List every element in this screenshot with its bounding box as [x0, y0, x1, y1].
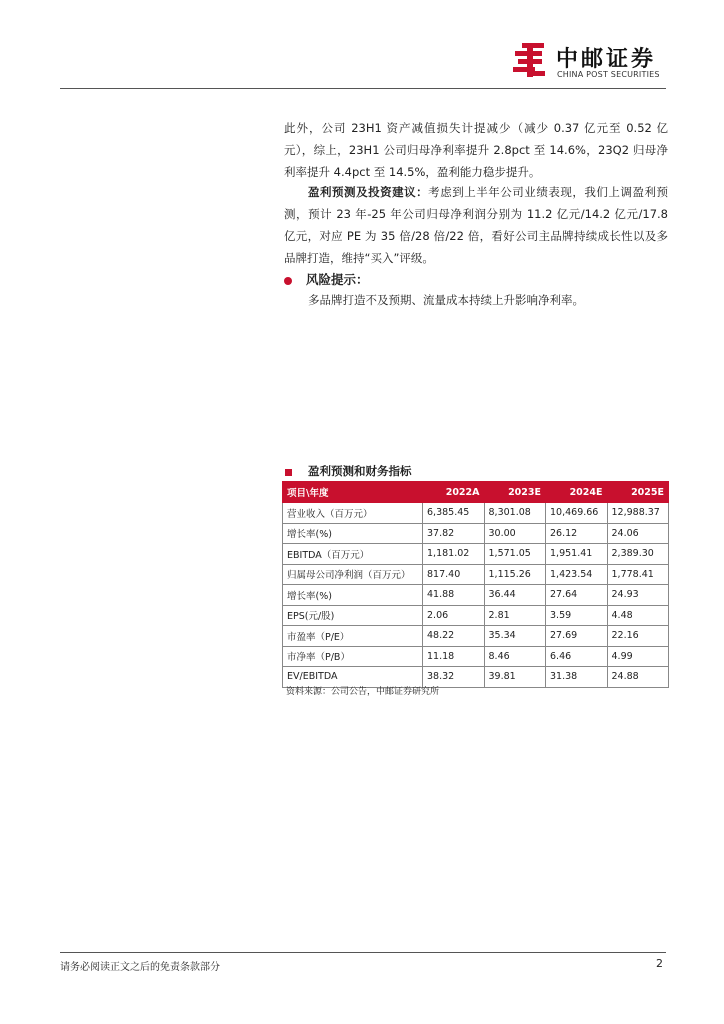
body-paragraph-1: 此外，公司 23H1 资产减值损失计提减少（减少 0.37 亿元至 0.52 亿元），综上，23H1 公司归母净利率提升 2.8pct 至 14.6%，23Q2 归母净利率提升 4.4pct 至 14.5%，盈利能力稳步提升。	[284, 121, 668, 179]
risk-bullet-icon	[284, 277, 292, 285]
company-logo	[510, 40, 670, 84]
table-header-row	[283, 482, 669, 503]
table-row	[283, 646, 669, 667]
footer-divider	[60, 952, 666, 953]
table-row	[283, 523, 669, 544]
table-cell: 1,181.02	[423, 544, 485, 565]
table-cell: EPS(元/股)	[283, 605, 423, 626]
table-cell: 22.16	[607, 626, 669, 647]
table-cell: 24.93	[607, 585, 669, 606]
table-cell: 2.81	[484, 605, 546, 626]
page-number: 2	[656, 957, 663, 970]
forecast-text: 考虑到上半年公司业绩表现，我们上调盈利预测，预计 23 年-25 年公司归母净利润分别为 11.2 亿元/14.2 亿元/17.8 亿元，对应 PE 为 35 倍/28 倍/22 倍，看好公司主品牌持续成长性以及多品牌打造，维持“买入”评级。	[284, 185, 668, 265]
table-cell: EV/EBITDA	[283, 667, 423, 688]
table-marker-icon	[285, 469, 292, 476]
table-cell: 营业收入（百万元）	[283, 503, 423, 524]
footer-disclaimer: 请务必阅读正文之后的免责条款部分	[60, 962, 220, 973]
table-cell: 6.46	[546, 646, 608, 667]
table-cell: 27.64	[546, 585, 608, 606]
table-cell: 35.34	[484, 626, 546, 647]
table-cell: 2,389.30	[607, 544, 669, 565]
table-cell: 38.32	[423, 667, 485, 688]
table-cell: 27.69	[546, 626, 608, 647]
table-cell: 1,951.41	[546, 544, 608, 565]
table-cell: 归属母公司净利润（百万元）	[283, 564, 423, 585]
table-cell: 10,469.66	[546, 503, 608, 524]
table-cell: 1,115.26	[484, 564, 546, 585]
table-row	[283, 503, 669, 524]
table-cell: 11.18	[423, 646, 485, 667]
table-cell: 37.82	[423, 523, 485, 544]
table-cell: 39.81	[484, 667, 546, 688]
table-cell: EBITDA（百万元）	[283, 544, 423, 565]
forecast-label: 盈利预测及投资建议：	[308, 185, 429, 199]
table-cell: 增长率(%)	[283, 585, 423, 606]
table-cell: 3.59	[546, 605, 608, 626]
table-source: 资料来源：公司公告，中邮证券研究所	[286, 687, 440, 697]
body-paragraph-2	[284, 181, 668, 269]
table-cell: 2.06	[423, 605, 485, 626]
table-title: 盈利预测和财务指标	[308, 464, 412, 478]
table-cell: 8.46	[484, 646, 546, 667]
table-row	[283, 626, 669, 647]
table-cell: 41.88	[423, 585, 485, 606]
table-cell: 6,385.45	[423, 503, 485, 524]
table-cell: 31.38	[546, 667, 608, 688]
risk-text: 多品牌打造不及预期、流量成本持续上升影响净利率。	[308, 293, 584, 307]
table-cell: 市盈率（P/E）	[283, 626, 423, 647]
table-row	[283, 544, 669, 565]
table-cell: 30.00	[484, 523, 546, 544]
table-cell: 市净率（P/B）	[283, 646, 423, 667]
table-row	[283, 564, 669, 585]
table-header-cell: 项目\年度	[283, 482, 423, 503]
table-cell: 1,778.41	[607, 564, 669, 585]
table-cell: 4.99	[607, 646, 669, 667]
table-row	[283, 605, 669, 626]
table-header-cell: 2023E	[484, 482, 546, 503]
china-post-logo-icon	[510, 40, 550, 80]
table-cell: 26.12	[546, 523, 608, 544]
table-header-cell: 2022A	[423, 482, 485, 503]
risk-title: 风险提示：	[306, 272, 369, 287]
brand-name-cn: 中邮证券	[556, 47, 657, 72]
brand-name-en: CHINA POST SECURITIES	[557, 70, 660, 79]
table-cell: 12,988.37	[607, 503, 669, 524]
financial-forecast-table	[282, 481, 669, 688]
table-cell: 24.06	[607, 523, 669, 544]
table-header-cell: 2025E	[607, 482, 669, 503]
table-cell: 48.22	[423, 626, 485, 647]
table-cell: 817.40	[423, 564, 485, 585]
table-cell: 4.48	[607, 605, 669, 626]
table-cell: 36.44	[484, 585, 546, 606]
table-row	[283, 585, 669, 606]
table-cell: 24.88	[607, 667, 669, 688]
table-cell: 1,571.05	[484, 544, 546, 565]
table-cell: 增长率(%)	[283, 523, 423, 544]
table-cell: 8,301.08	[484, 503, 546, 524]
table-cell: 1,423.54	[546, 564, 608, 585]
header-divider	[60, 88, 666, 89]
table-header-cell: 2024E	[546, 482, 608, 503]
